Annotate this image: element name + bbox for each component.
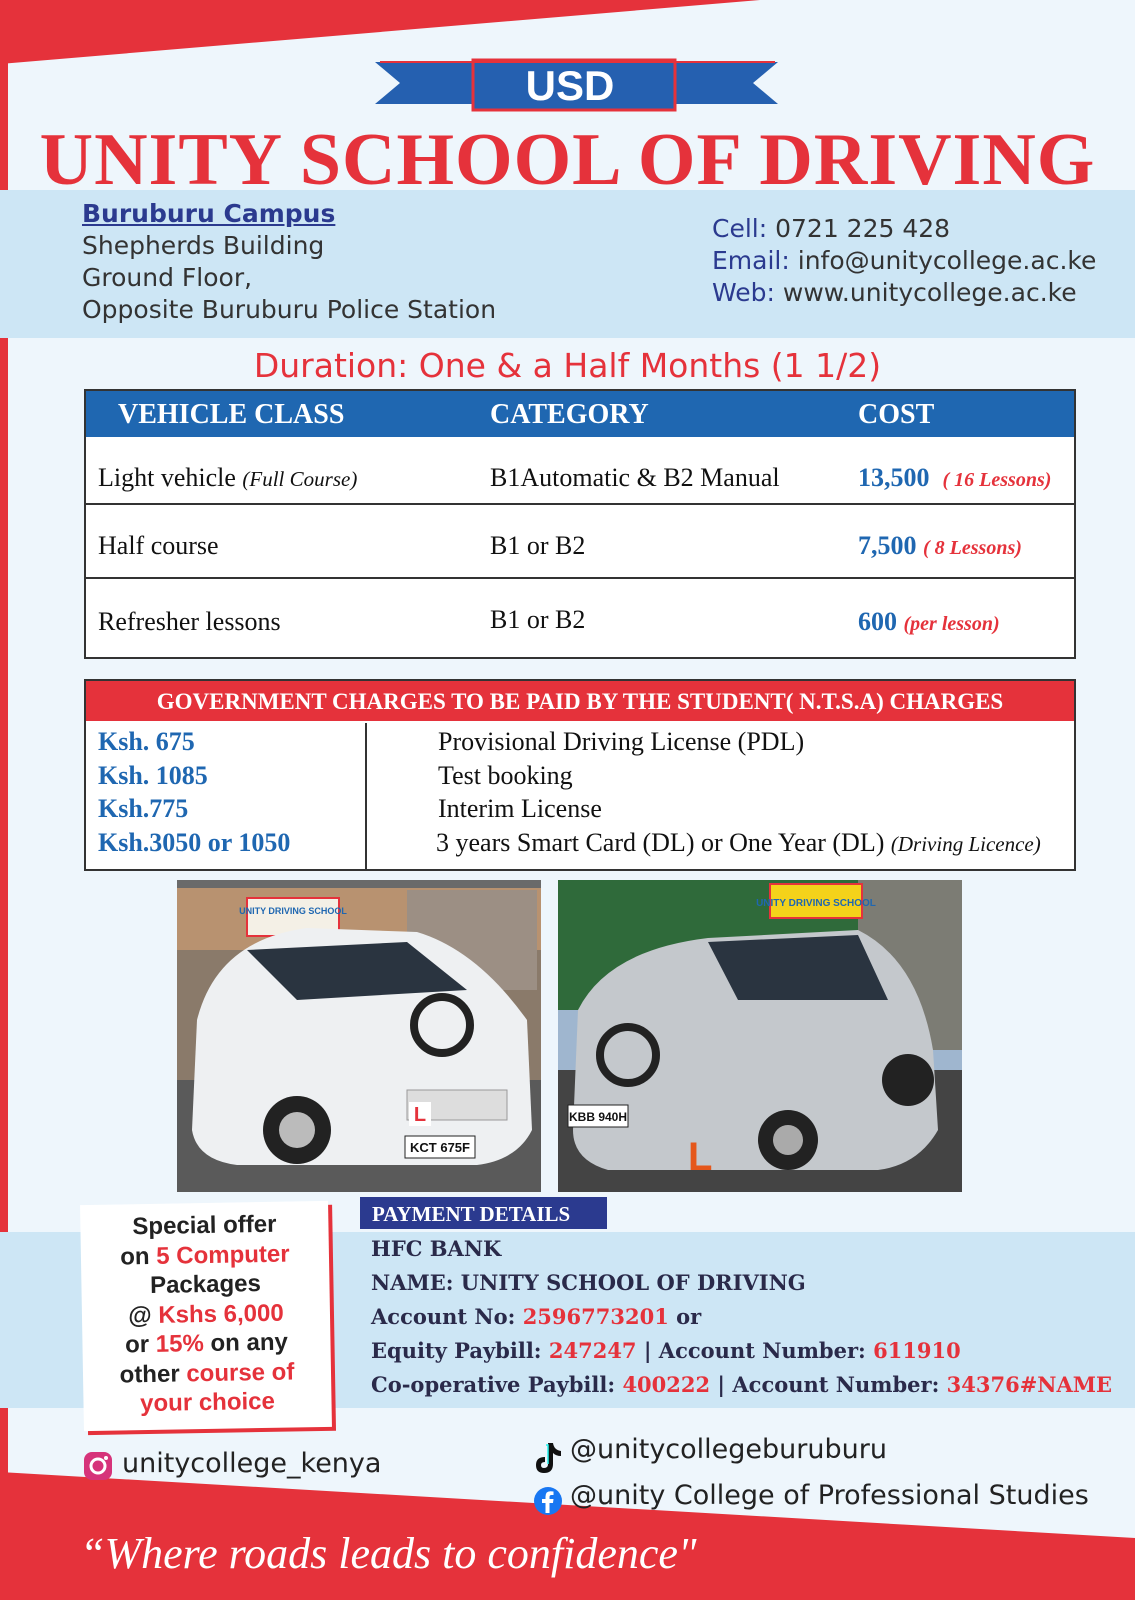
charge-description: 3 years Smart Card (DL) or One Year (DL) (Driving Licence) [436,828,1041,857]
fees-table [84,389,1076,659]
account-name: NAME: UNITY SCHOOL OF DRIVING [371,1270,806,1295]
vehicle-class-cell: Refresher lessons [98,607,281,636]
page-title: UNITY SCHOOL OF DRIVING [39,119,1096,201]
charge-amount: Ksh.3050 or 1050 [98,828,291,857]
category-cell: B1 or B2 [490,531,586,560]
svg-text:L: L [413,1104,427,1126]
table-row [86,503,1074,577]
tiktok-icon [530,1440,564,1476]
table-row [86,577,1074,657]
special-offer-card [80,1201,332,1431]
instagram-icon [82,1450,114,1482]
cost-cell: 13,500 ( 16 Lessons) [858,463,1052,492]
car2-roof-sign: UNITY DRIVING SCHOOL [756,898,876,909]
address-line: Ground Floor, [82,263,253,292]
slogan: “Where roads leads to confidence" [80,1529,697,1578]
address-line: Shepherds Building [82,231,325,260]
tiktok-handle[interactable]: @unitycollegeburuburu [570,1434,887,1465]
vehicle-class-cell: Half course [98,531,219,560]
car2-plate: KBB 940H [568,1110,628,1124]
car-photo-hatchback [558,880,962,1192]
header-cost: COST [858,399,935,430]
web-link[interactable]: www.unitycollege.ac.ke [782,278,1077,307]
bank-name: HFC BANK [371,1236,502,1261]
column-divider [365,723,367,869]
email-link[interactable]: info@unitycollege.ac.ke [797,246,1097,275]
car1-plate: KCT 675F [410,1140,470,1155]
coop-paybill-line: Co-operative Paybill: 400222 | Account Number: 34376#NAME [371,1372,1113,1397]
table-row [86,437,1074,503]
cell-number[interactable]: 0721 225 428 [775,214,951,243]
equity-paybill-line: Equity Paybill: 247247 | Account Number: 611910 [371,1338,961,1363]
car1-roof-sign: UNITY DRIVING SCHOOL [239,906,347,916]
duration-heading: Duration: One & a Half Months (1 1/2) [253,346,882,385]
cell-line [712,213,1096,245]
charge-description: Interim License [438,794,602,823]
header-vehicle-class: VEHICLE CLASS [118,399,345,430]
usd-banner-label: USD [525,62,615,109]
fees-table-header [86,391,1074,437]
category-cell: B1Automatic & B2 Manual [490,463,780,492]
account-number-line: Account No: 2596773201 or [371,1304,702,1329]
car-photo-sedan [177,880,541,1192]
charge-description: Provisional Driving License (PDL) [438,727,805,756]
charge-description: Test booking [438,761,573,790]
offer-line: Packages [149,1270,262,1299]
web-label: Web: [712,278,775,307]
email-label: Email: [712,246,790,275]
cost-cell: 600 (per lesson) [858,607,1000,636]
email-line [712,245,1096,277]
charge-amount: Ksh. 1085 [98,761,208,790]
campus-name: Buruburu Campus [82,199,336,228]
offer-line: other course of [119,1357,295,1389]
contact-block [712,213,1096,309]
cell-label: Cell: [712,214,768,243]
instagram-handle[interactable]: unitycollege_kenya [122,1448,382,1479]
special-offer-text [80,1209,332,1420]
government-charges-table [84,679,1076,871]
offer-line: on 5 Computer [120,1240,290,1270]
charge-amount: Ksh.775 [98,794,189,823]
vehicle-class-cell: Light vehicle (Full Course) [98,463,358,492]
offer-line: your choice [139,1387,276,1418]
facebook-icon [533,1486,563,1516]
facebook-handle[interactable]: @unity College of Professional Studies [570,1480,1089,1511]
category-cell: B1 or B2 [490,605,586,634]
payment-details-title: PAYMENT DETAILS [360,1197,607,1229]
charge-amount: Ksh. 675 [98,727,195,756]
svg-text:L: L [688,1135,713,1179]
address-line: Opposite Buruburu Police Station [82,295,497,324]
web-line [712,277,1096,309]
address-block [82,198,496,326]
header-category: CATEGORY [490,399,649,430]
cost-cell: 7,500 ( 8 Lessons) [858,531,1022,560]
offer-line: Special offer [132,1210,277,1241]
offer-line: @ Kshs 6,000 [127,1299,284,1329]
offer-line: or 15% on any [124,1328,289,1359]
government-charges-title: GOVERNMENT CHARGES TO BE PAID BY THE STUDENT( N.T.S.A) CHARGES [86,681,1074,721]
